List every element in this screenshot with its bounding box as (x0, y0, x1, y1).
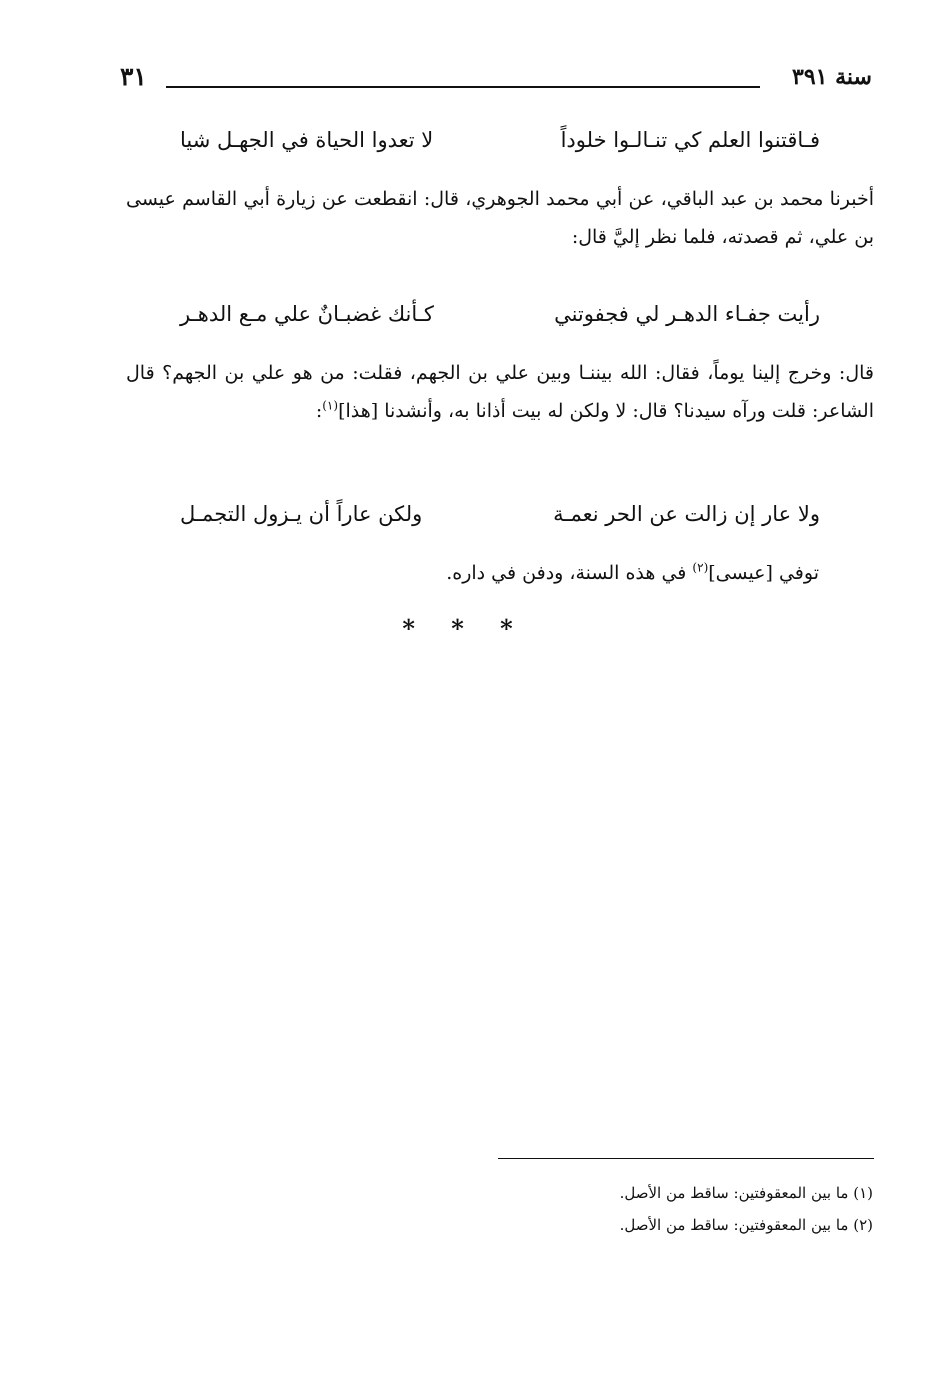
header-rule (166, 86, 760, 88)
verse-hemistich-first: ولا عار إن زالت عن الحر نعمـة (553, 502, 820, 526)
paragraph-3 (446, 554, 819, 592)
verse-hemistich-first: فـاقتنوا العلم كي تنـالـوا خلوداً (560, 128, 820, 152)
verse-1 (180, 128, 820, 168)
verse-3 (180, 502, 820, 542)
paragraph-2 (126, 354, 874, 430)
footnote-rule (498, 1158, 874, 1159)
footnote-1: (١) ما بين المعقوفتين: ساقط من الأصل. (619, 1184, 873, 1202)
paragraph-1: أخبرنا محمد بن عبد الباقي، عن أبي محمد الجوهري، قال: انقطعت عن زيارة أبي القاسم عيسى بن علي، ثم قصدته، فلما نظر إليَّ قال: (126, 188, 874, 248)
verse-hemistich-first: رأيت جفـاء الدهـر لي فجفوتني (554, 302, 820, 326)
footnote-ref-2: (٢) (692, 560, 709, 575)
section-separator: * * * (402, 614, 527, 643)
paragraph-2-text: قال: وخرج إلينا يوماً، فقال: الله بيننـا وبين علي بن الجهم، فقلت: من هو علي بن الجهم؟ قال الشاعر: قلت ورآه سيدنا؟ قال: لا ولكن له بيت أذانا به، وأنشدنا [هذا] (126, 362, 874, 422)
paragraph-3-start: توفي [عيسى] (708, 562, 819, 584)
verse-hemistich-second: ولكن عاراً أن يـزول التجمـل (180, 502, 423, 526)
page-number: ٣١ (120, 62, 147, 91)
running-header (120, 64, 872, 98)
verse-2 (180, 302, 820, 342)
paragraph-3-end: في هذه السنة، ودفن في داره. (446, 562, 693, 584)
verse-hemistich-second: لا تعدوا الحياة في الجهـل شيا (180, 128, 434, 152)
footnote-ref-1: (١) (322, 398, 339, 413)
header-year: سنة ٣٩١ (792, 64, 872, 90)
footnote-2: (٢) ما بين المعقوفتين: ساقط من الأصل. (619, 1216, 873, 1234)
paragraph-2-end: : (315, 400, 323, 422)
verse-hemistich-second: كـأنك غضبـانٌ علي مـع الدهـر (180, 302, 434, 326)
